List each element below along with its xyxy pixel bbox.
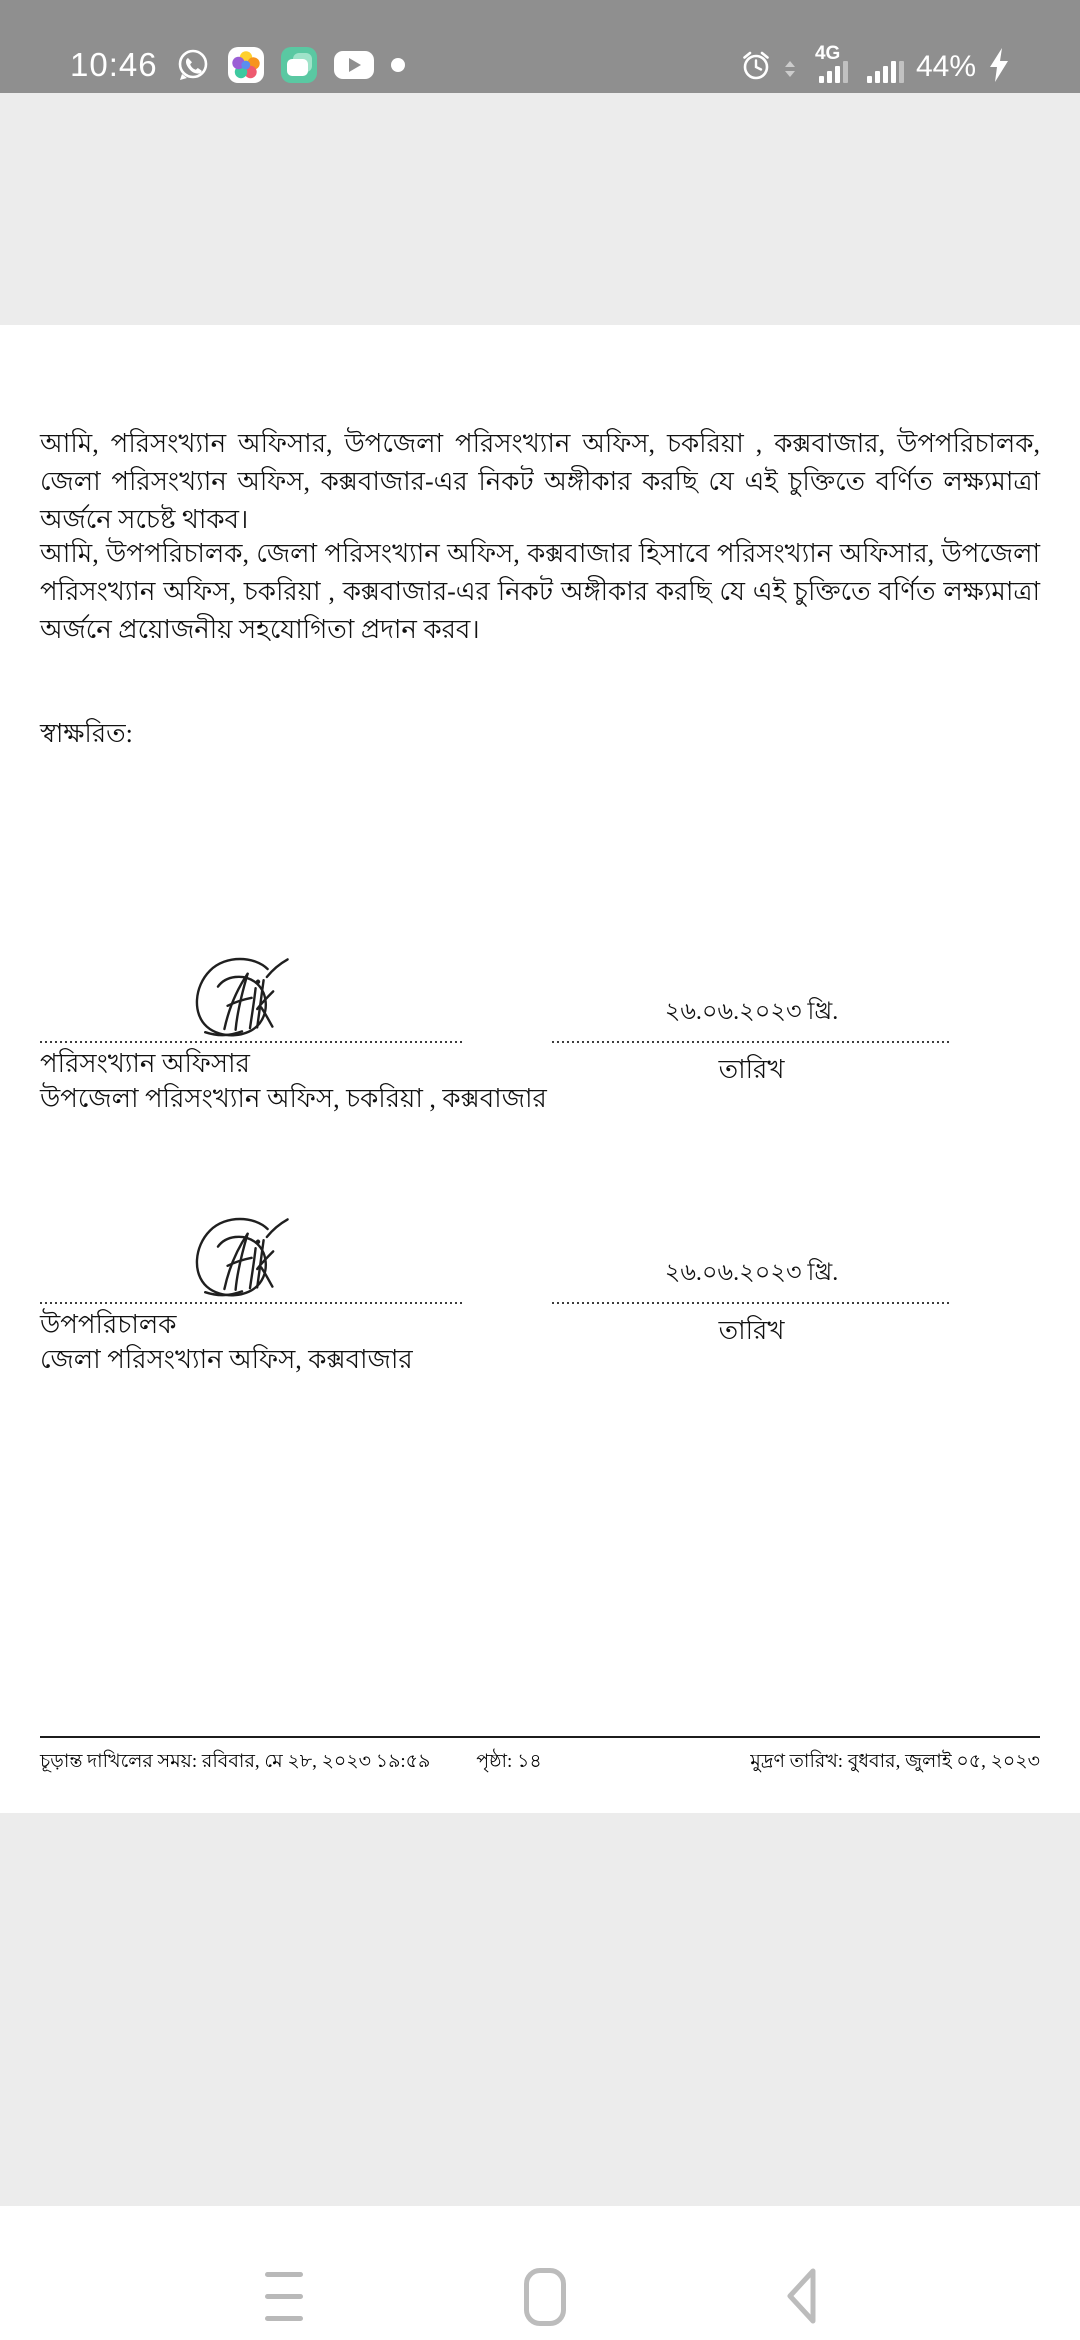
whatsapp-icon [175,47,211,83]
alarm-icon [739,47,773,83]
notification-overflow-dot [391,58,405,72]
clock-time: 10:46 [70,46,158,83]
footer-submission-time: চূড়ান্ত দাখিলের সময়: রবিবার, মে ২৮, ২০২৩ ১৯:৫৯ [40,1751,431,1772]
signature-dotted-line [40,1302,463,1304]
date-label: তারিখ [718,1316,785,1345]
signer-office: উপজেলা পরিসংখ্যান অফিস, চকরিয়া , কক্সবাজার [40,1084,547,1113]
signed-label: স্বাক্ষরিত: [40,719,133,748]
sim1-signal-icon [807,43,855,83]
sim2-signal-icon [867,61,904,83]
commitment-paragraph-2: আমি, উপপরিচালক, জেলা পরিসংখ্যান অফিস, কক্সবাজার হিসাবে পরিসংখ্যান অফিসার, উপজেলা পরিসংখ্যান অফিস, চকরিয়া , কক্সবাজার-এর নিকট অঙ্গীকার করছি যে এই চুক্তিতে বর্ণিত লক্ষ্যমাত্রা অর্জনে প্রয়োজনীয় সহযোগিতা প্রদান করব। [40,539,1040,644]
android-nav-bar [0,2206,1080,2340]
data-arrows-icon [785,61,795,77]
date-dotted-line [552,1302,951,1304]
battery-percent: 44% [915,50,976,83]
video-icon [334,51,374,79]
network-type-label: 4G [814,43,841,64]
footer-page-number: পৃষ্ঠা: ১৪ [476,1751,542,1772]
recents-menu-button[interactable] [265,2272,303,2321]
notes-icon [281,47,317,83]
signer-office: জেলা পরিসংখ্যান অফিস, কক্সবাজার [40,1345,413,1374]
home-button[interactable] [524,2268,566,2326]
signature-date: ২৬.০৬.২০২৩ খ্রি. [664,1260,839,1286]
signature-image [178,953,298,1045]
photos-icon [228,47,264,83]
status-bar [0,0,1080,93]
signature-image [178,1213,298,1305]
document-page[interactable] [0,325,1080,1813]
charging-bolt-icon [988,47,1010,83]
commitment-paragraph-1: আমি, পরিসংখ্যান অফিসার, উপজেলা পরিসংখ্যান অফিস, চকরিয়া , কক্সবাজার, উপপরিচালক, জেলা পরিসংখ্যান অফিস, কক্সবাজার-এর নিকট অঙ্গীকার করছি যে এই চুক্তিতে বর্ণিত লক্ষ্যমাত্রা অর্জনে সচেষ্ট থাকব। [40,429,1040,534]
back-button[interactable] [781,2264,823,2328]
signature-dotted-line [40,1041,463,1043]
signer-title: পরিসংখ্যান অফিসার [40,1049,250,1078]
signer-title: উপপরিচালক [40,1310,177,1339]
date-dotted-line [552,1041,951,1043]
footer-rule [40,1736,1040,1738]
date-label: তারিখ [718,1055,785,1084]
footer-print-date: মুদ্রণ তারিখ: বুধবার, জুলাই ০৫, ২০২৩ [750,1751,1040,1772]
signature-date: ২৬.০৬.২০২৩ খ্রি. [664,999,839,1025]
